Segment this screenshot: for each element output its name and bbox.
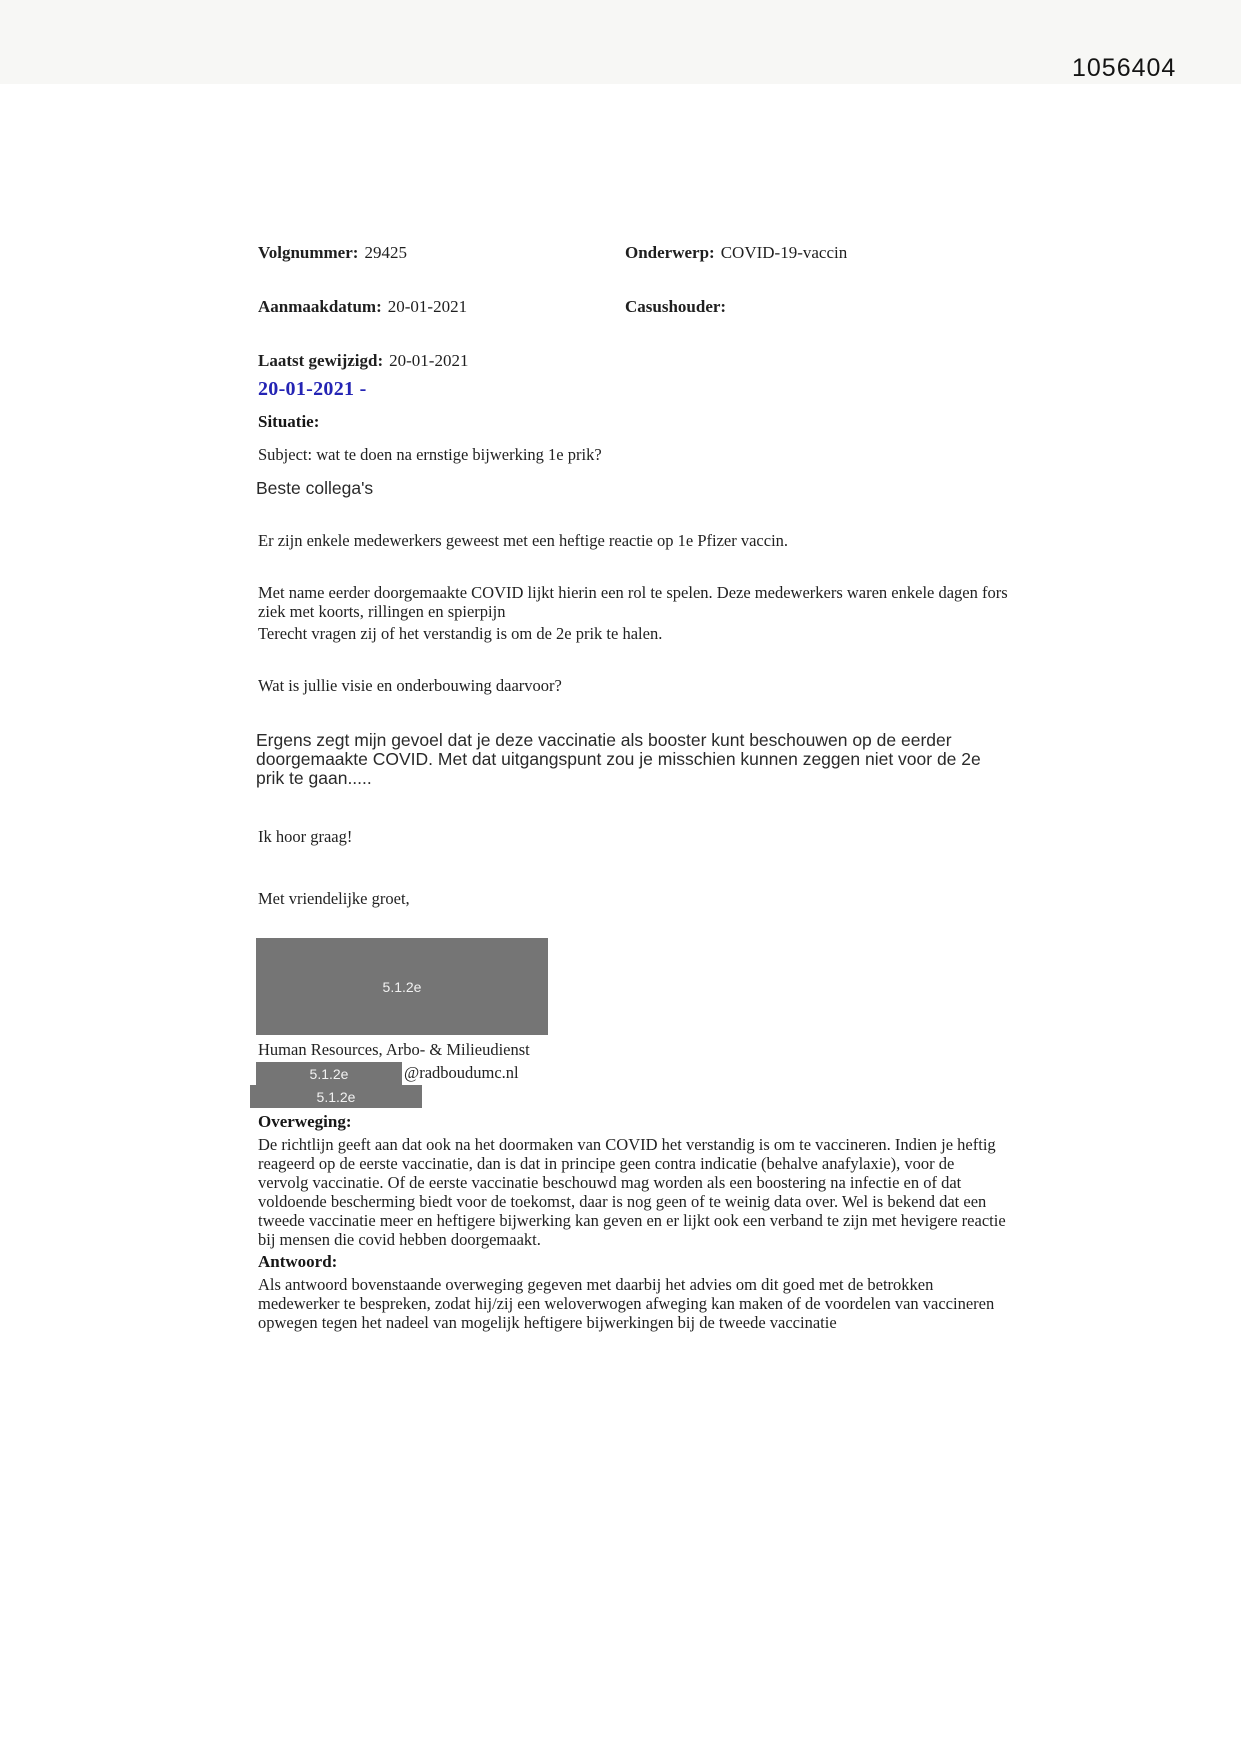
meta-laatst-gewijzigd <box>258 351 468 371</box>
meta-onderwerp-label: Onderwerp: <box>625 243 715 262</box>
meta-aanmaakdatum <box>258 297 467 317</box>
meta-volgnummer-label: Volgnummer: <box>258 243 359 262</box>
closing-line: Met vriendelijke groet, <box>258 889 410 908</box>
paragraph-reactie: Er zijn enkele medewerkers geweest met een heftige reactie op 1e Pfizer vaccin. <box>258 531 789 550</box>
redaction-box-signature <box>256 938 548 1035</box>
overweging-label: Overweging: <box>258 1112 352 1131</box>
redaction-label: 5.1.2e <box>382 978 422 995</box>
redaction-box-email <box>256 1062 402 1086</box>
redaction-label: 5.1.2e <box>309 1066 349 1082</box>
meta-onderwerp <box>625 243 847 263</box>
paragraph-ergens: Ergens zegt mijn gevoel dat je deze vaccinatie als booster kunt beschouwen op de eerder doorgemaakte COVID. Met dat uitgangspunt zou je misschien kunnen zeggen niet voor de 2e prik te gaan..... <box>256 730 981 788</box>
meta-volgnummer <box>258 243 407 263</box>
situatie-label: Situatie: <box>258 412 320 431</box>
subject-line: Subject: wat te doen na ernstige bijwerking 1e prik? <box>258 445 602 464</box>
document-id-number: 1056404 <box>1072 54 1177 82</box>
redaction-label: 5.1.2e <box>316 1088 356 1105</box>
meta-volgnummer-value: 29425 <box>364 243 407 262</box>
meta-aanmaakdatum-value: 20-01-2021 <box>387 297 468 316</box>
meta-aanmaakdatum-label: Aanmaakdatum: <box>258 297 382 316</box>
paragraph-terecht: Terecht vragen zij of het verstandig is om de 2e prik te halen. <box>258 624 663 643</box>
meta-casushouder-label: Casushouder: <box>625 297 727 316</box>
signature-department: Human Resources, Arbo- & Milieudienst <box>258 1040 530 1059</box>
overweging-text: De richtlijn geeft aan dat ook na het doormaken van COVID het verstandig is om te vaccineren. Indien je heftig reageerd op de eerste vaccinatie, dan is dat in principe geen contra indicatie (behalve anafylaxie), voor de vervolg vaccinatie. Of de eerste vaccinatie beschouwd mag worden als een boostering na infectie en of dat voldoende bescherming biedt voor de toekomst, daar is nog geen of te weinig data over. Wel is bekend dat een tweede vaccinatie meer en heftigere bijwerking kan geven en er lijkt ook een verband te zijn met hevigere reactie bij mensen die covid hebben doorgemaakt. <box>258 1135 1006 1249</box>
meta-casushouder <box>625 297 732 317</box>
paragraph-visie: Wat is jullie visie en onderbouwing daarvoor? <box>258 676 562 695</box>
paragraph-ik-hoor: Ik hoor graag! <box>258 827 353 846</box>
redaction-box-extra <box>250 1085 422 1108</box>
scan-top-band <box>0 0 1241 84</box>
antwoord-label: Antwoord: <box>258 1252 338 1271</box>
entry-date-heading: 20-01-2021 - <box>258 378 367 400</box>
meta-onderwerp-value: COVID-19-vaccin <box>720 243 848 262</box>
antwoord-text: Als antwoord bovenstaande overweging gegeven met daarbij het advies om dit goed met de betrokken medewerker te bespreken, zodat hij/zij een weloverwogen afweging kan maken of de voordelen van vaccineren opwegen tegen het nadeel van mogelijk heftigere bijwerkingen bij de tweede vaccinatie <box>258 1275 995 1332</box>
greeting-line: Beste collega's <box>256 478 374 498</box>
meta-laatst-gewijzigd-label: Laatst gewijzigd: <box>258 351 384 370</box>
paragraph-met-name: Met name eerder doorgemaakte COVID lijkt hierin een rol te spelen. Deze medewerkers waren enkele dagen fors ziek met koorts, rillingen en spierpijn <box>258 583 1008 621</box>
signature-email-domain: @radboudumc.nl <box>404 1063 519 1082</box>
meta-laatst-gewijzigd-value: 20-01-2021 <box>389 351 469 370</box>
